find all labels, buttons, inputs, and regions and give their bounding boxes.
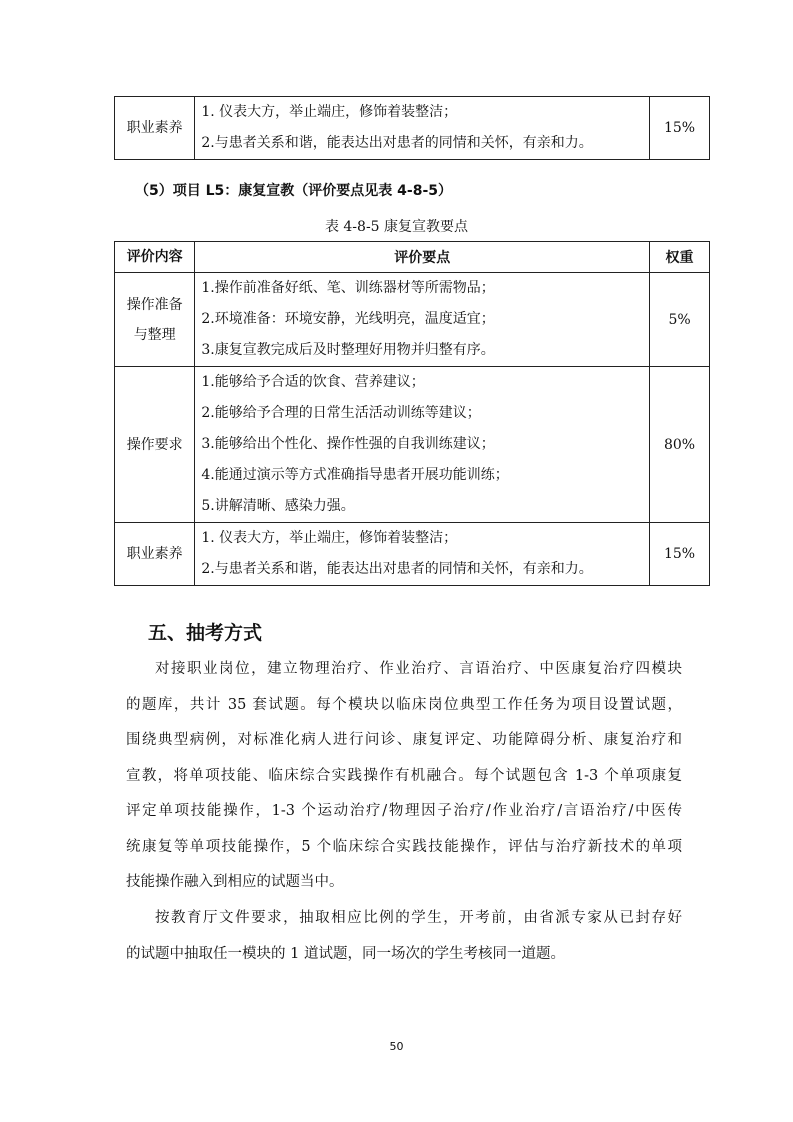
weight-cell: 80% [650,367,710,523]
point: 2.与患者关系和谐，能表达出对患者的同情和关怀，有亲和力。 [201,561,593,577]
page-number: 50 [389,1040,404,1053]
header-category: 评价内容 [115,242,195,273]
category-cell: 职业素养 [115,97,195,160]
paragraph-line: 按教育厅文件要求，抽取相应比例的学生，开考前，由省派专家从已封存好 [155,910,682,926]
point: 3.能够给出个性化、操作性强的自我训练建议； [201,436,495,452]
paragraph-line: 的题库，共计 35 套试题。每个模块以临床岗位典型工作任务为项目设置试题， [126,696,682,713]
header-weight: 权重 [650,242,710,273]
table-row [115,523,710,586]
category-cell: 操作要求 [115,367,195,523]
paragraph [126,652,682,901]
table-row [115,367,710,523]
point: 5.讲解清晰、感染力强。 [201,498,355,514]
paragraph-line: 围绕典型病例，对标准化病人进行问诊、康复评定、功能障碍分析、康复治疗和 [126,732,682,748]
paragraph-line: 的试题中抽取任一模块的 1 道试题，同一场次的学生考核同一道题。 [126,945,565,962]
category-line: 与整理 [133,326,176,343]
points-cell [195,523,650,586]
table-header-row [115,242,710,273]
category-line: 操作准备 [126,296,183,313]
top-table [114,96,710,160]
paragraph-line: 评定单项技能操作，1-3 个运动治疗/物理因子治疗/作业治疗/言语治疗/中医传 [126,803,682,819]
category-cell [115,273,195,367]
evaluation-table [114,241,710,586]
point: 1. 仪表大方，举止端庄，修饰着装整洁； [201,104,458,120]
point: 4.能通过演示等方式准确指导患者开展功能训练； [201,467,509,483]
point: 1. 仪表大方，举止端庄，修饰着装整洁； [201,530,458,546]
paragraph-line: 技能操作融入到相应的试题当中。 [126,874,344,890]
weight-cell: 15% [650,523,710,586]
header-points: 评价要点 [195,242,650,273]
paragraph-line: 宣教，将单项技能、临床综合实践操作有机融合。每个试题包含 1-3 个单项康复 [126,767,682,784]
points-cell [195,367,650,523]
table-row [115,273,710,367]
subheading: （5）项目 L5：康复宣教（评价要点见表 4-8-5） [135,183,452,199]
paragraph-line: 对接职业岗位，建立物理治疗、作业治疗、言语治疗、中医康复治疗四模块 [155,661,682,677]
category-cell: 职业素养 [115,523,195,586]
weight-cell: 15% [650,97,710,160]
point: 1.能够给予合适的饮食、营养建议； [201,374,425,390]
section-title: 五、抽考方式 [148,622,263,644]
paragraph-line: 统康复等单项技能操作，5 个临床综合实践技能操作，评估与治疗新技术的单项 [126,838,682,855]
point: 3.康复宣教完成后及时整理好用物并归整有序。 [201,342,495,358]
point: 1.操作前准备好纸、笔、训练器材等所需物品； [201,280,495,296]
weight-cell: 5% [650,273,710,367]
point: 2.能够给予合理的日常生活活动训练等建议； [201,405,481,421]
point: 2.环境准备：环境安静，光线明亮，温度适宜； [201,311,495,327]
table-caption: 表 4-8-5 康复宣教要点 [324,219,469,235]
point: 2.与患者关系和谐，能表达出对患者的同情和关怀，有亲和力。 [201,135,593,151]
table-row [115,97,710,160]
points-cell [195,97,650,160]
points-cell [195,273,650,367]
paragraph [126,901,682,972]
